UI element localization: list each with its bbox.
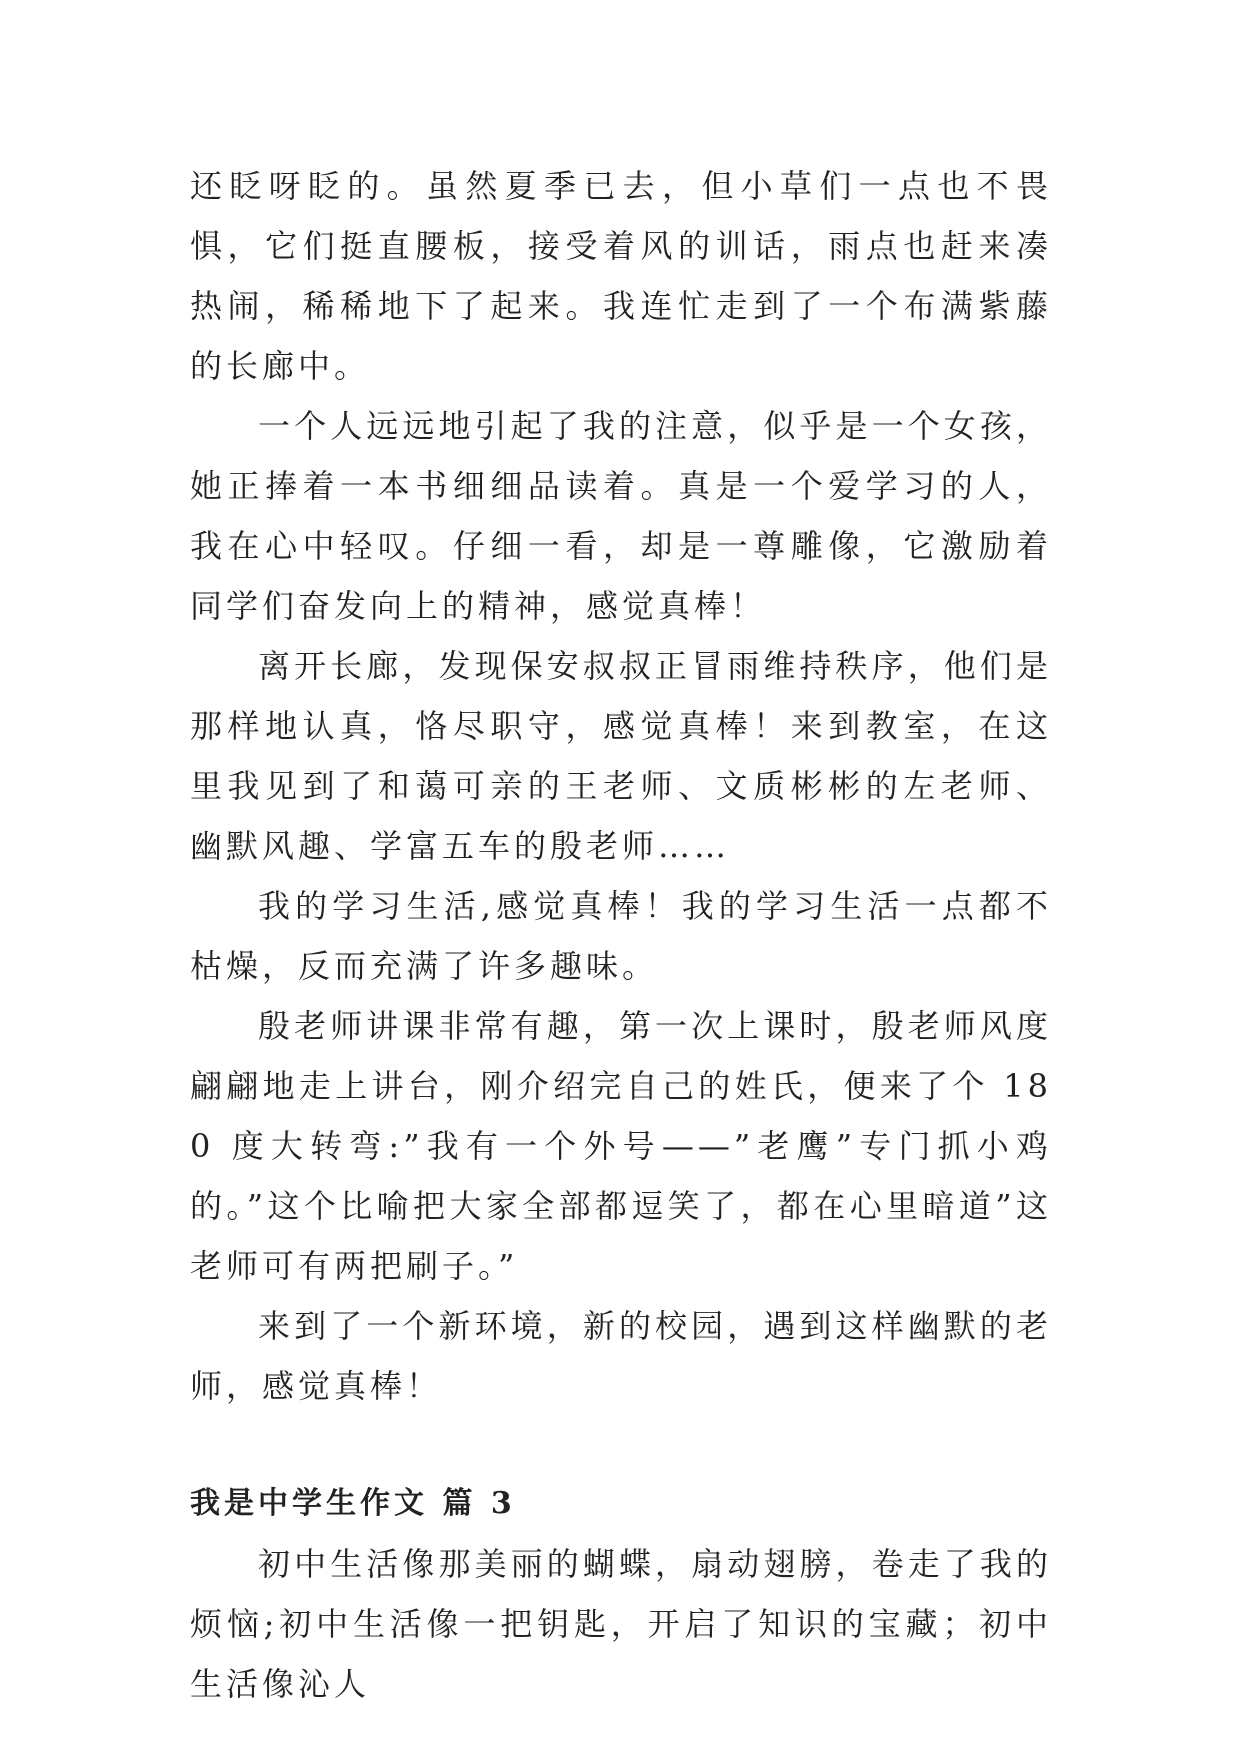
paragraph-3: 离开长廊，发现保安叔叔正冒雨维持秩序，他们是那样地认真，恪尽职守，感觉真棒！来到教室，在这里我见到了和蔼可亲的王老师、文质彬彬的左老师、幽默风趣、学富五车的殷老师…… xyxy=(190,647,1052,865)
paragraph-1: 还眨呀眨的。虽然夏季已去，但小草们一点也不畏惧，它们挺直腰板，接受着风的训话，雨点也赶来凑热闹，稀稀地下了起来。我连忙走到了一个布满紫藤的长廊中。 xyxy=(190,167,1052,385)
paragraph-5: 殷老师讲课非常有趣，第一次上课时，殷老师风度翩翩地走上讲台，刚介绍完自己的姓氏，便来了个 180 度大转弯:”我有一个外号——”老鹰”专门抓小鸡的。”这个比喻把大家全部都逗笑了，都在心里暗道”这老师可有两把刷子。” xyxy=(190,1007,1052,1285)
paragraph-2: 一个人远远地引起了我的注意，似乎是一个女孩，她正捧着一本书细细品读着。真是一个爱学习的人，我在心中轻叹。仔细一看，却是一尊雕像，它激励着同学们奋发向上的精神，感觉真棒！ xyxy=(190,407,1052,625)
section-heading: 我是中学生作文 篇 3 xyxy=(190,1486,516,1521)
document-body xyxy=(190,156,1052,1714)
section-paragraph-1: 初中生活像那美丽的蝴蝶，扇动翅膀，卷走了我的烦恼;初中生活像一把钥匙，开启了知识的宝藏；初中生活像沁人 xyxy=(190,1545,1052,1703)
paragraph-4: 我的学习生活,感觉真棒！我的学习生活一点都不枯燥，反而充满了许多趣味。 xyxy=(190,887,1052,985)
paragraph-6: 来到了一个新环境，新的校园，遇到这样幽默的老师，感觉真棒！ xyxy=(190,1307,1052,1405)
